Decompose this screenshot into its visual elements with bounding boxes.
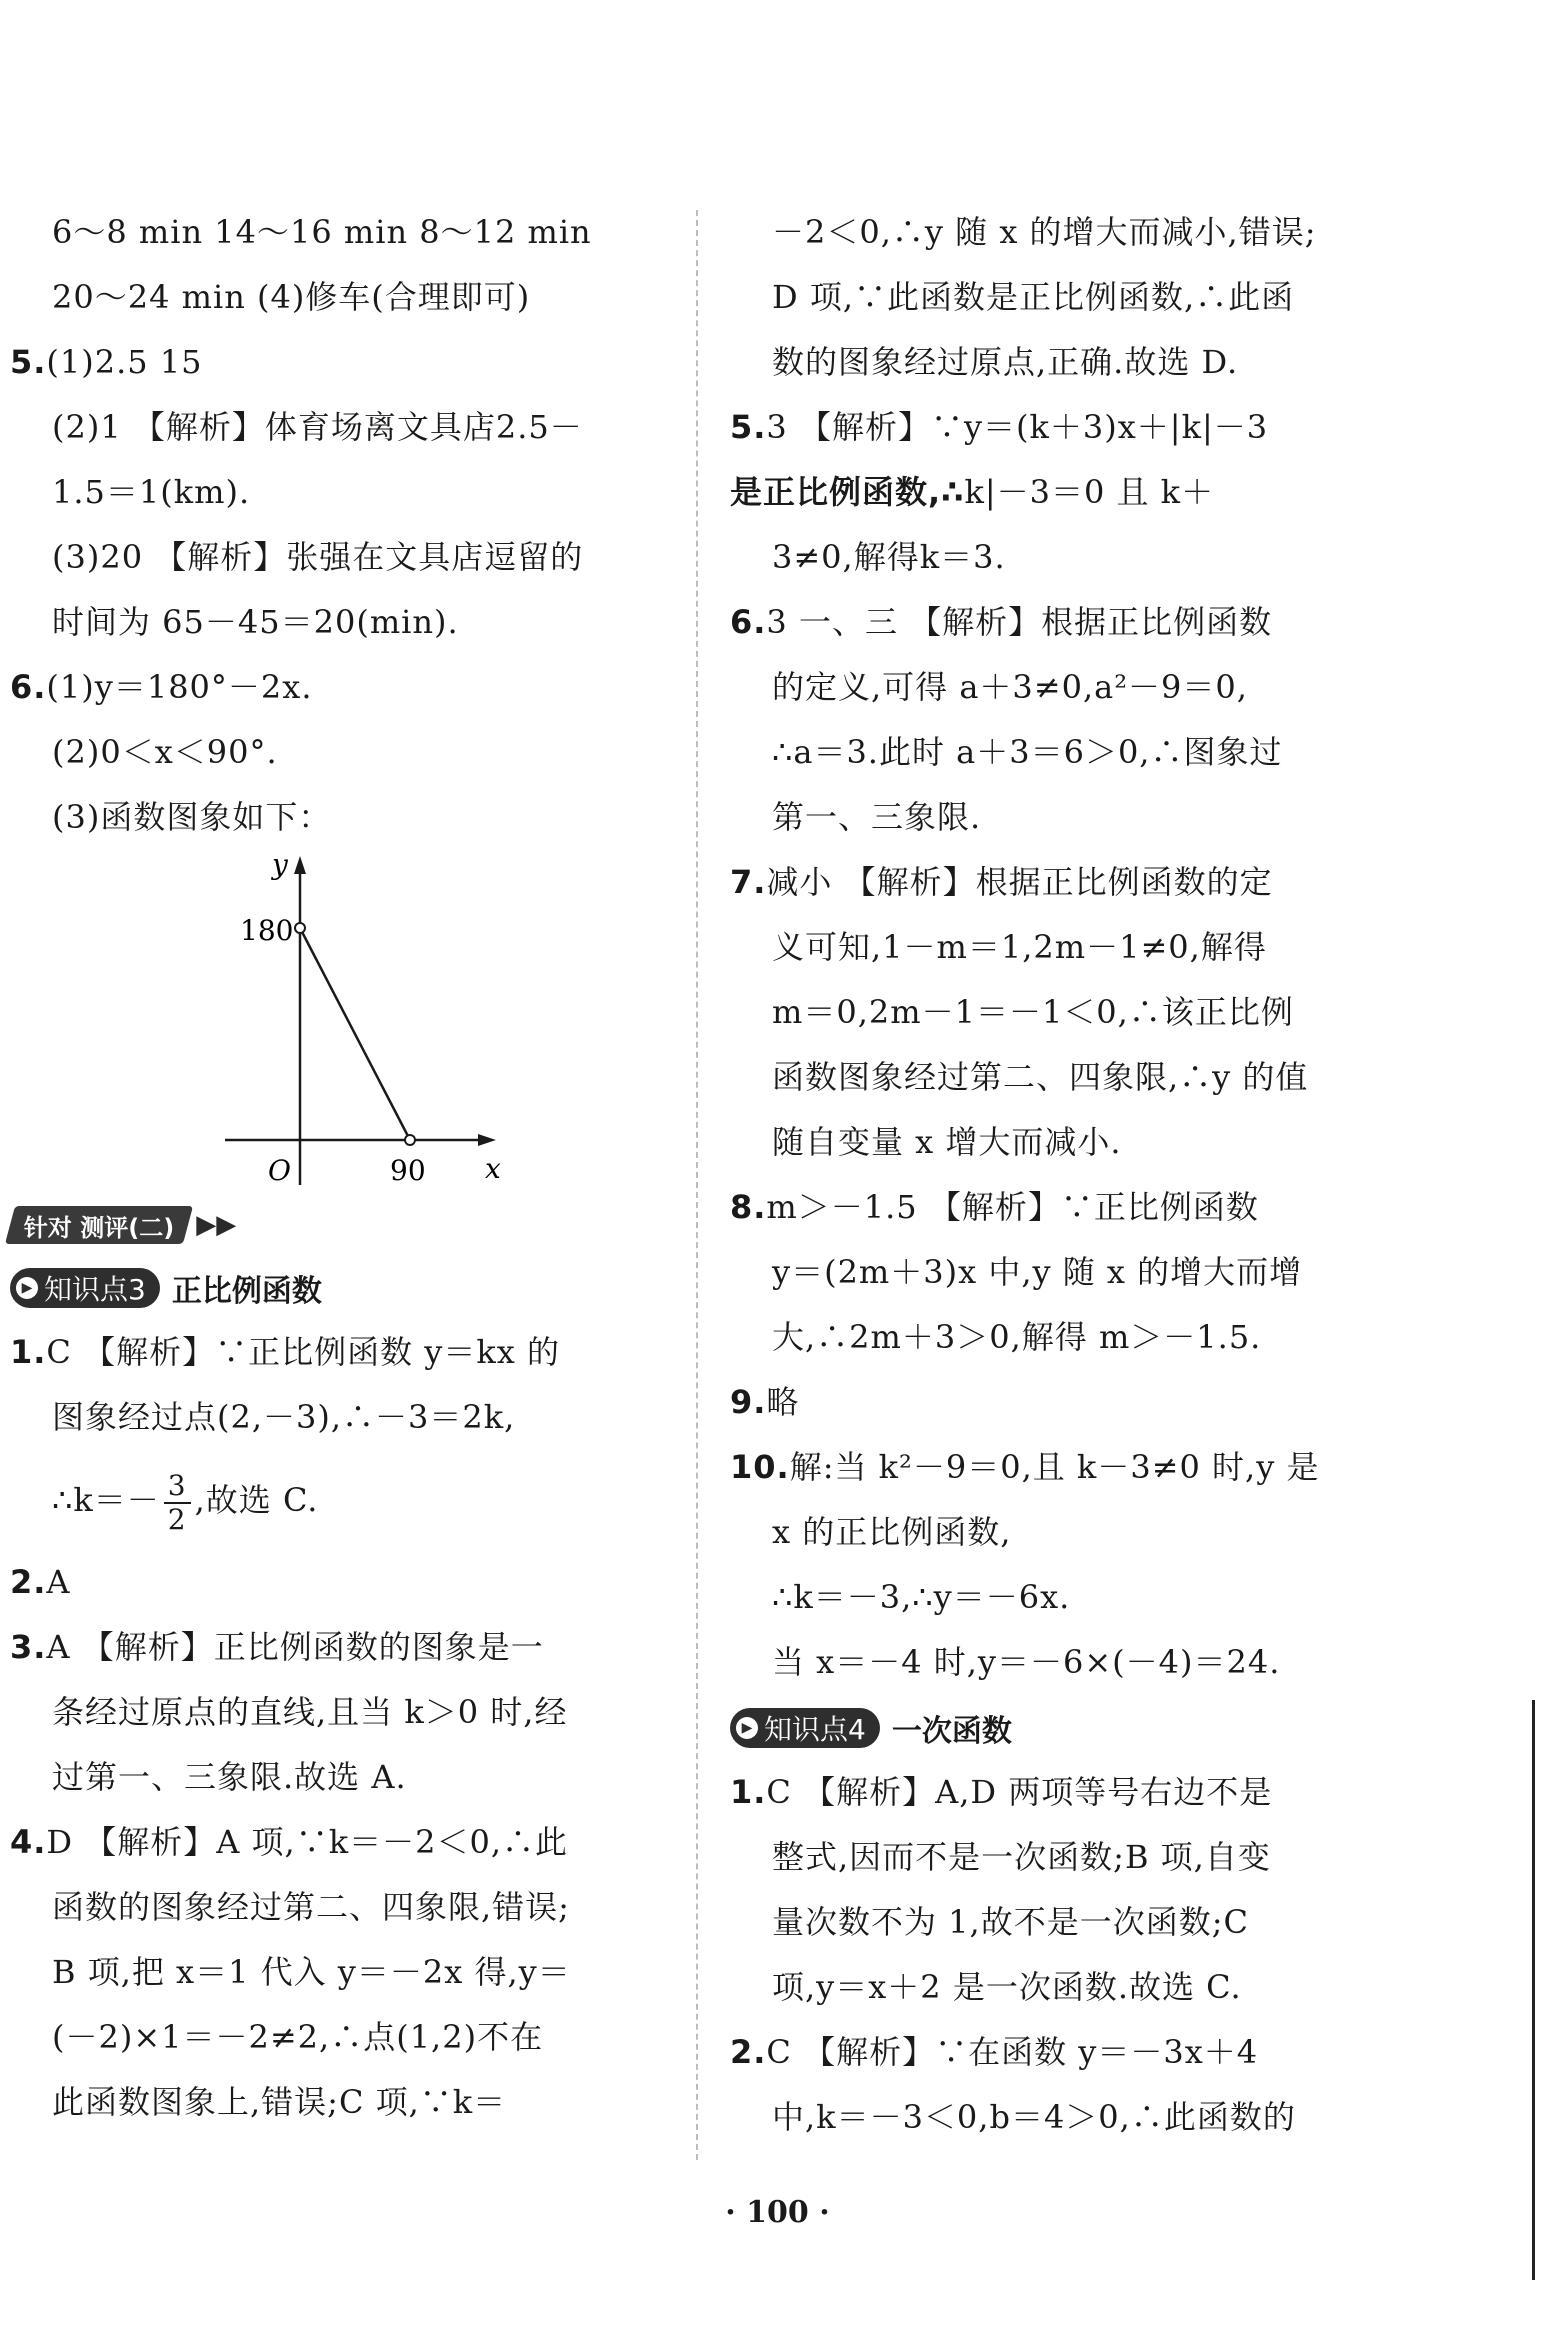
text-line: (－2)×1＝－2≠2,∴点(1,2)不在 [52, 2018, 544, 2056]
item-text: C 【解析】∵正比例函数 y＝kx 的 [46, 1333, 560, 1371]
text-line: (2)1 【解析】体育场离文具店2.5－ [52, 408, 583, 446]
item-number: 2. [730, 2033, 767, 2071]
text-line: 大,∴2m＋3＞0,解得 m＞－1.5. [772, 1318, 1262, 1356]
text-line: 过第一、三象限.故选 A. [52, 1758, 407, 1796]
left-column [10, 200, 660, 2135]
item-number: 2. [10, 1563, 47, 1601]
text-line [10, 1810, 660, 1875]
play-icon: ▶ [736, 1717, 758, 1739]
text-line [10, 1550, 660, 1615]
text-line: －2＜0,∴y 随 x 的增大而减小,错误; [772, 213, 1317, 251]
text-line: 义可知,1－m＝1,2m－1≠0,解得 [772, 928, 1267, 966]
text-line: 第一、三象限. [772, 798, 982, 836]
function-graph [10, 850, 660, 1195]
text-line: ∴a＝3.此时 a＋3＝6＞0,∴图象过 [772, 733, 1283, 771]
item-number: 9. [730, 1383, 767, 1421]
graph-y-label: y [272, 850, 288, 881]
section-banner [10, 1195, 660, 1255]
item-number: 4. [10, 1823, 47, 1861]
text-line: 此函数图象上,错误;C 项,∵k＝ [52, 2083, 507, 2121]
text-line [10, 1615, 660, 1680]
text-line [730, 1370, 1390, 1435]
text-line [730, 460, 1390, 525]
text-line: 量次数不为 1,故不是一次函数;C [772, 1903, 1249, 1941]
text-line: 3≠0,解得k＝3. [772, 538, 1006, 576]
text-line: 整式,因而不是一次函数;B 项,自变 [772, 1838, 1271, 1876]
item-number: 是正比例函数,∴ [730, 473, 965, 511]
item-text: (1)2.5 15 [46, 343, 203, 381]
kp4-title: 一次函数 [891, 1713, 1012, 1749]
fraction: $\frac{3}{2}$ [164, 1470, 191, 1536]
item-number: 3. [10, 1628, 47, 1666]
text-line: 图象经过点(2,－3),∴－3＝2k, [52, 1398, 516, 1436]
banner-text: 针对 测评(二) [24, 1213, 175, 1242]
fraction-line: ∴k＝－ $\frac{3}{2}$ ,故选 C. [52, 1468, 319, 1536]
kp4-tag: 知识点4 [764, 1712, 866, 1746]
kp3-tag: 知识点3 [44, 1272, 146, 1306]
right-column [730, 200, 1390, 2150]
text-line [730, 850, 1390, 915]
text-line [10, 1320, 660, 1385]
item-text: C 【解析】A,D 两项等号右边不是 [766, 1773, 1273, 1811]
item-number: 10. [730, 1448, 790, 1486]
graph-origin-label: O [268, 1154, 291, 1187]
text-line [730, 2020, 1390, 2085]
item-number: 8. [730, 1188, 767, 1226]
item-number: 6. [730, 603, 767, 641]
text-line: m＝0,2m－1＝－1＜0,∴该正比例 [772, 993, 1294, 1031]
item-number: 1. [10, 1333, 47, 1371]
text-line [10, 655, 660, 720]
play-icon: ▶ [16, 1277, 38, 1299]
text-line [730, 590, 1390, 655]
text-line: y＝(2m＋3)x 中,y 随 x 的增大而增 [772, 1253, 1303, 1291]
text-line: (3)20 【解析】张强在文具店逗留的 [52, 538, 584, 576]
text-line [730, 1760, 1390, 1825]
text-line: 函数的图象经过第二、四象限,错误; [52, 1888, 570, 1926]
graph-y-tick: 180 [240, 914, 294, 947]
text-line: x 的正比例函数, [772, 1513, 1012, 1551]
item-text: 略 [766, 1383, 800, 1421]
page-number: · 100 · [725, 2195, 830, 2230]
text-line: 1.5＝1(km). [52, 473, 251, 511]
text-line: 条经过原点的直线,且当 k＞0 时,经 [52, 1693, 568, 1731]
item-text: 解:当 k²－9＝0,且 k－3≠0 时,y 是 [789, 1448, 1320, 1486]
item-text: A [46, 1563, 71, 1601]
text-line: ∴k＝－3,∴y＝－6x. [772, 1578, 1071, 1616]
text-line: 20～24 min (4)修车(合理即可) [52, 278, 531, 316]
text-line [730, 1175, 1390, 1240]
item-text: 3 【解析】∵y＝(k＋3)x＋|k|－3 [766, 408, 1269, 446]
text-line: 随自变量 x 增大而减小. [772, 1123, 1122, 1161]
text-line [10, 330, 660, 395]
column-divider [696, 210, 698, 2160]
text-line: (2)0＜x＜90°. [52, 733, 278, 771]
item-text: A 【解析】正比例函数的图象是一 [46, 1628, 544, 1666]
kp3-title: 正比例函数 [171, 1273, 322, 1309]
text-line: 中,k＝－3＜0,b＝4＞0,∴此函数的 [772, 2098, 1296, 2136]
text-line: 数的图象经过原点,正确.故选 D. [772, 343, 1239, 381]
knowledge-point-3-header [10, 1255, 660, 1320]
scan-edge [1532, 1700, 1535, 2280]
item-text: 减小 【解析】根据正比例函数的定 [766, 863, 1273, 901]
item-number: 5. [10, 343, 47, 381]
item-text: k|－3＝0 且 k＋ [964, 473, 1215, 511]
text-line: 时间为 65－45＝20(min). [52, 603, 459, 641]
text-line: 项,y＝x＋2 是一次函数.故选 C. [772, 1968, 1242, 2006]
text-line: 当 x＝－4 时,y＝－6×(－4)＝24. [772, 1643, 1281, 1681]
text-line: B 项,把 x＝1 代入 y＝－2x 得,y＝ [52, 1953, 571, 1991]
item-text: C 【解析】∵在函数 y＝－3x＋4 [766, 2033, 1259, 2071]
text-line: (3)函数图象如下： [52, 798, 332, 836]
item-text: 3 一、三 【解析】根据正比例函数 [766, 603, 1273, 641]
knowledge-point-4-header [730, 1695, 1390, 1760]
text-line: 函数图象经过第二、四象限,∴y 的值 [772, 1058, 1309, 1096]
text-line [730, 395, 1390, 460]
text-line [730, 1435, 1390, 1500]
item-number: 5. [730, 408, 767, 446]
text-line: 的定义,可得 a＋3≠0,a²－9＝0, [772, 668, 1248, 706]
item-text: D 【解析】A 项,∵k＝－2＜0,∴此 [46, 1823, 568, 1861]
double-arrow-icon: ▶▶ [196, 1210, 237, 1240]
graph-x-label: x [485, 1152, 501, 1185]
graph-x-tick: 90 [390, 1154, 426, 1187]
item-number: 6. [10, 668, 47, 706]
item-text: m＞－1.5 【解析】∵正比例函数 [766, 1188, 1259, 1226]
item-number: 7. [730, 863, 767, 901]
item-number: 1. [730, 1773, 767, 1811]
item-text: (1)y＝180°－2x. [46, 668, 313, 706]
text-line: 6～8 min 14～16 min 8～12 min [52, 213, 592, 251]
text-line: D 项,∵此函数是正比例函数,∴此函 [772, 278, 1295, 316]
